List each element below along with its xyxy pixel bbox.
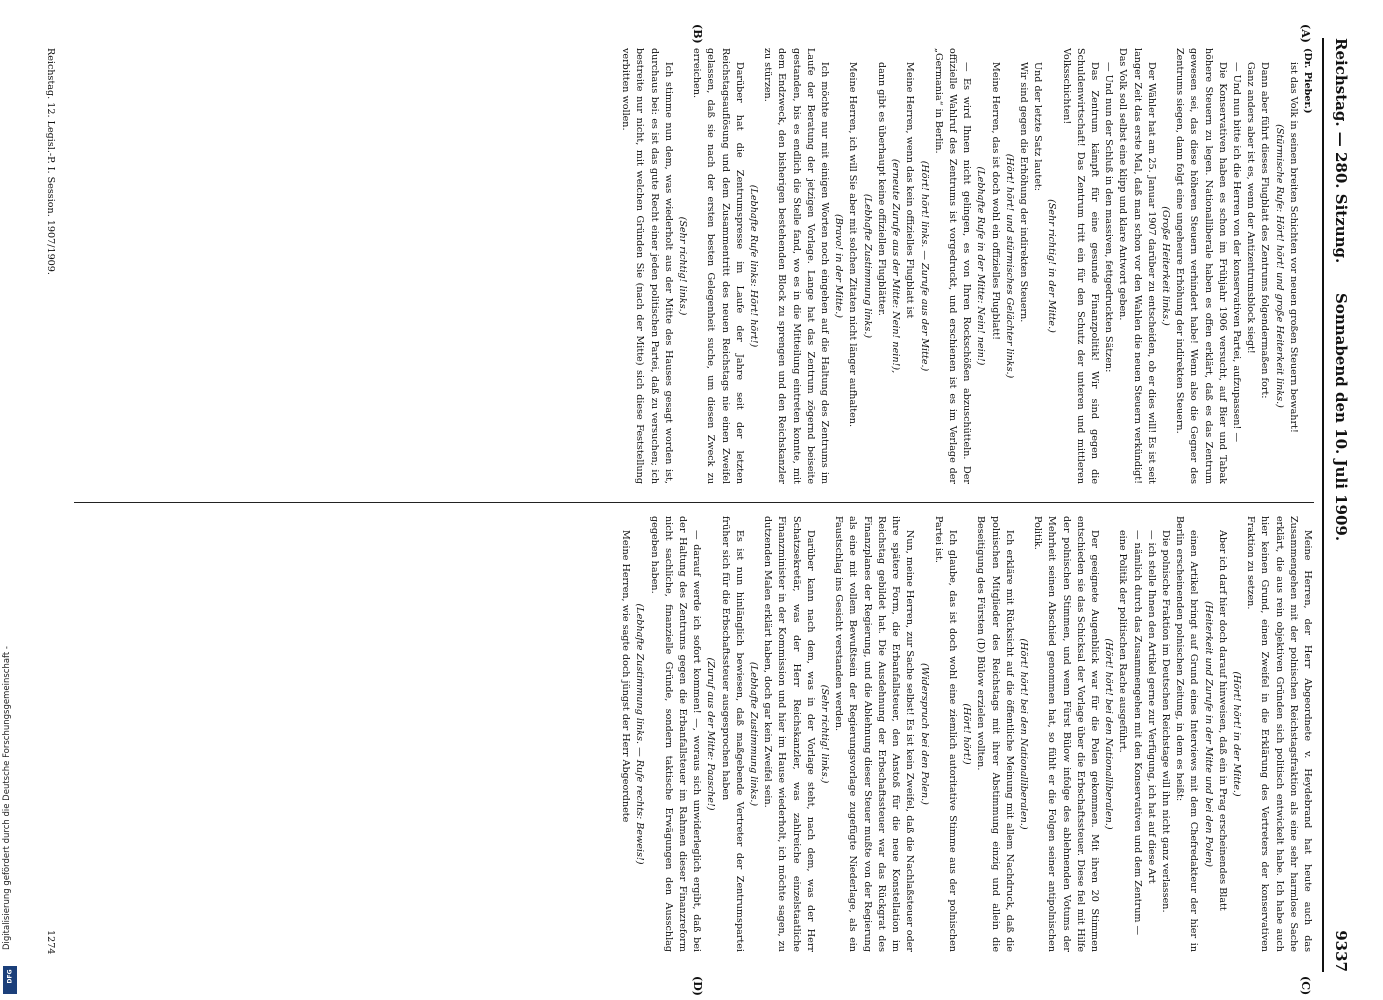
interjection: (Sehr richtig! links.)	[677, 216, 689, 316]
paragraph: dann gibt es überhaupt keine offiziellen Flugblätter.	[875, 62, 887, 316]
funding-note-text: Digitalisierung gefördert durch die Deutsche Forschungsgemeinschaft -	[2, 646, 12, 950]
paragraph: Ich stimme nun dem, was wiederholt aus der Mitte des Hauses gesagt worden ist, durchaus bei: es ist das gute Recht einer jeden politischen Partei, daß zu versuchen; ich bestreite nur nicht, mit welchen Gründen Sie (nach der Mitte) sich diese Feststellung verbitten wollen.	[620, 48, 674, 484]
column-divider	[74, 502, 1314, 503]
paragraph: — Und nun bitte ich die Herren von der konservativen Partei, aufzupassen! —	[1230, 62, 1242, 443]
interjection: (Lebhafte Rufe links: Hört! hört!)	[748, 184, 760, 348]
interjection: (Widerspruch bei den Polen.)	[918, 663, 930, 805]
interjection: (Bravo! in der Mitte.)	[833, 213, 845, 319]
paragraph: Meine Herren, wenn das kein offizielles Flugblatt ist	[904, 62, 916, 319]
paragraph: Der Wähler hat am 25. Januar 1907 darüber zu entscheiden, ob er dies will! Es ist seit langer Zeit das erste Mal, daß man schon vor den Wahlen die neuen Steuern verkündigt! Das Volk soll selbst eine klipp und klare Antwort geben.	[1117, 48, 1157, 484]
interjection: (Lebhafte Zustimmung links.)	[861, 193, 873, 339]
paragraph: Meine Herren, ich will Sie aber mit solchen Zitaten nicht länger aufhalten.	[847, 62, 859, 427]
paragraph: eine Politik der politischen Rache ausgeführt.	[1117, 530, 1129, 753]
paragraph: — nämlich durch das Zusammengehen mit den Konservativen und dem Zentrum —	[1131, 530, 1143, 936]
margin-marker-b: (B)	[691, 24, 704, 44]
header-rule	[1322, 38, 1324, 972]
speaker-name: (Dr. Pieber.)	[1302, 48, 1313, 114]
paragraph: Ich glaube, das ist doch wohl eine ziemlich autoritative Stimme aus der polnischen Partei ist.	[932, 516, 958, 952]
running-head	[1320, 38, 1354, 972]
paragraph: Darüber hat die Zentrumspresse im Laufe der Jahre seit der letzten Reichstagsauflösung und dem Zusammentritt des neuen Reichstags nie einen Zweifel gelassen, daß sie nach der ersten besten Gelegenheit suche, um diesen Zweck zu erreichen.	[691, 48, 745, 484]
interjection: (Sehr richtig! links.)	[819, 684, 831, 784]
interjection: (Stürmische Rufe: Hört! hört! und große Heiterkeit links.)	[1273, 124, 1285, 408]
paragraph: — ich stelle Ihnen den Artikel gerne zur Verfügung, ich hat auf diese Art	[1145, 530, 1157, 884]
interjection: (Hört! hört! bei den Nationalliberalen.)	[1103, 638, 1115, 830]
paragraph: Der geeignete Augenblick war für die Polen gekommen. Mit ihren 20 Stimmen entschieden sie das Schicksal der Vorlage über die Erbschaftssteuer. Diese fiel mit Hilfe der polnischen Stimmen, und wenn Fürst Bülow infolge des ablehnenden Votums der Mehrheit seinen Abschied genommen hat, so fühlt er die Folgen seiner antipolnischen Politik.	[1032, 516, 1100, 952]
funding-note	[0, 0, 22, 1000]
interjection: (Hört! hört! in der Mitte.)	[1230, 671, 1242, 797]
paragraph: Aber ich darf hier doch darauf hinweisen, daß ein in Prag erscheinendes Blatt	[1216, 530, 1228, 911]
interjection: (Hört! hört! und stürmisches Gelächter links.)	[1003, 153, 1015, 379]
paragraph: Und der letzte Satz lautet:	[1032, 62, 1044, 191]
interjection: (Lebhafte Zustimmung links. — Rufe rechts: Beweis!)	[634, 603, 646, 865]
interjection: (Lebhafte Rufe in der Mitte: Nein! nein!)	[975, 166, 987, 366]
paragraph: — darauf werde ich sofort kommen! —, woraus sich unwiderleglich ergibt, daß bei der Haltung des Zentrums gegen die Erbanfallsteuer im Rahmen dieser Finanzreform nicht sachliche, finanzielle Gründe, sondern taktische Erwägungen den Ausschlag gegeben haben.	[648, 516, 703, 952]
paragraph: Ich möchte nur mit einigen Worten noch eingehen auf die Haltung des Zentrums im Laufe der Beratung der jetzigen Vorlage. Lange hat das Zentrum zögernd beiseite gestanden, bis es endlich die Stelle fand, wo es in die Mitteilung eintreten konnte, mit dem Endzweck, den bisherigen bestehenden Block zu sprengen und den Reichskanzler zu stürzen.	[762, 48, 831, 484]
interjection: (Hört! hört!)	[961, 703, 973, 765]
paragraph: Dann aber führt dieses Flugblatt des Zentrums folgendermaßen fort:	[1259, 62, 1271, 399]
interjection: (erneute Zurufe aus der Mitte: Nein! nein!),	[890, 158, 902, 374]
margin-marker-d: (D)	[691, 976, 704, 996]
page-number: 9337	[1332, 930, 1350, 972]
paragraph: — Und nun der Schluß in den massiven, fettgedruckten Sätzen:	[1103, 62, 1115, 373]
paragraph: Es ist nun hinlänglich bewiesen, daß maßgebende Vertreter der Zentrumspartei früher sich für die Erbschaftssteuer ausgesprochen haben	[719, 516, 745, 952]
margin-marker-c: (C)	[1299, 976, 1312, 996]
interjection: (Heiterkeit und Zurufe in der Mitte und bei den Polen)	[1202, 601, 1214, 867]
paragraph: Die Konservativen haben es schon im Frühjahr 1906 versucht, auf Bier und Tabak höhere Steuern zu legen. Nationalliberale haben es offen erklärt, daß es das Zentrum gewesen sei, das diese höheren Steuern verhindert habe! Wenn also die Gegner des Zentrums siegen, dann folgt eine ungeheure Erhöhung der indirekten Steuern.	[1174, 48, 1228, 484]
margin-marker-a: (A)	[1299, 24, 1312, 43]
paragraph: Wir sind gegen die Erhöhung der indirekten Steuern.	[1017, 62, 1029, 323]
paragraph: ist das Volk in seinen breiten Schichten vor neuen großen Steuern bewahrt!	[1287, 62, 1299, 433]
interjection: (Hört! hört! links. — Zurufe aus der Mitte.)	[918, 160, 930, 372]
interjection: (Hört! hört! bei den Nationalliberalen.)	[1017, 638, 1029, 830]
paragraph: Ich erkläre mit Rücksicht auf die öffentliche Meinung mit allem Nachdruck, daß die polnischen Mitglieder des Reichstags mit ihrer Abstimmung einzig und allein die Beseitigung des Fürsten (D) Bülow erzielen wollten.	[975, 516, 1015, 952]
paragraph: einen Artikel bringt auf Grund eines Interviews mit dem Chefredakteur der hier in Berlin erscheinenden polnischen Zeitung, in dem es heißt:	[1174, 516, 1200, 952]
paragraph: Das Zentrum kämpft für eine gesunde Finanzpolitik! Wir sind gegen die Schuldenwirtschaft! Das Zentrum tritt ein für den Schutz der unteren und mittleren Volksschichten!	[1060, 48, 1100, 484]
right-column	[64, 516, 1314, 952]
scanned-page	[30, 24, 1354, 996]
interjection: (Große Heiterkeit links.)	[1159, 206, 1171, 326]
paragraph: Darüber kann nach dem, was in der Vorlage steht, nach dem, was der Herr Schatzsekretär, was der Herr Reichskanzler, was zahlreiche einzelstaatliche Finanzminister in der Kommission und hier im Hause wiederholt, ich möchte sagen, zu dutzenden Malen erklärt haben, doch gar kein Zweifel sein.	[762, 516, 816, 952]
footer-session-line: Reichstag. 12. Legisl.-P. I. Session. 1907/1909.	[45, 48, 56, 275]
paragraph: — Es wird Ihnen nicht gelingen, es von Ihren Rockschößen abzuschütteln. Der offizielle Wahlruf des Zentrums ist vorgedruckt, und erschienen ist es im Verlage der „Germania“ in Berlin.	[932, 48, 973, 484]
rotated-page-content	[30, 24, 1354, 996]
interjection: (Zuruf aus der Mitte: Paasche!)	[705, 657, 717, 811]
interjection: (Sehr richtig! in der Mitte.)	[1046, 199, 1058, 333]
paragraph: Nun, meine Herren, zur Sache selbst! Es ist kein Zweifel, daß die Nachlaßsteuer oder ihre spätere Form, die Erbanfallsteuer, den Anstoß für die neue Konstellation im Reichstag gebildet hat. Die Ausdehnung der Erbschaftssteuer war das Rückgrat des Finanzplanes der Regierung, und die Ablehnung dieser Steuer mußte von der Regierung als eine mit vollem Bewußtsein der Regierungsvorlage zugefügte Niederlage, als ein Faustschlag ins Gesicht verstanden werden.	[833, 516, 916, 952]
footer-page-number: 1274	[45, 930, 56, 955]
paragraph: Ganz anders aber ist es, wenn der Antizentrumsblock siegt!	[1245, 62, 1257, 354]
interjection: (Lebhafte Zustimmung links.)	[748, 661, 760, 807]
dfg-logo: DFG	[3, 966, 17, 994]
paragraph: Meine Herren, der Herr Abgeordnete v. Heydebrand hat heute auch das Zusammengehen mit der polnischen Reichstagsfraktion als eine sehr harmlose Sache erklärt, die aus rein objektiven Gründen sich politisch entwickelt habe. Ich habe auch hier keinen Grund, einen Zweifel in die Erklärung des Vertreters der konservativen Fraktion zu setzen.	[1245, 516, 1313, 952]
paragraph: Meine Herren, das ist doch wohl ein offizielles Flugblatt!	[989, 62, 1001, 340]
running-head-date: Sonnabend den 10. Juli 1909.	[1332, 293, 1350, 542]
paragraph: Meine Herren, wie sagte doch jüngst der Herr Abgeordnete	[620, 530, 632, 823]
paragraph: Die polnische Fraktion im Deutschen Reichstage will ihn nicht ganz verlassen.	[1159, 530, 1171, 913]
left-column	[64, 48, 1314, 484]
running-head-left: Reichstag. — 280. Sitzung.	[1332, 38, 1350, 264]
